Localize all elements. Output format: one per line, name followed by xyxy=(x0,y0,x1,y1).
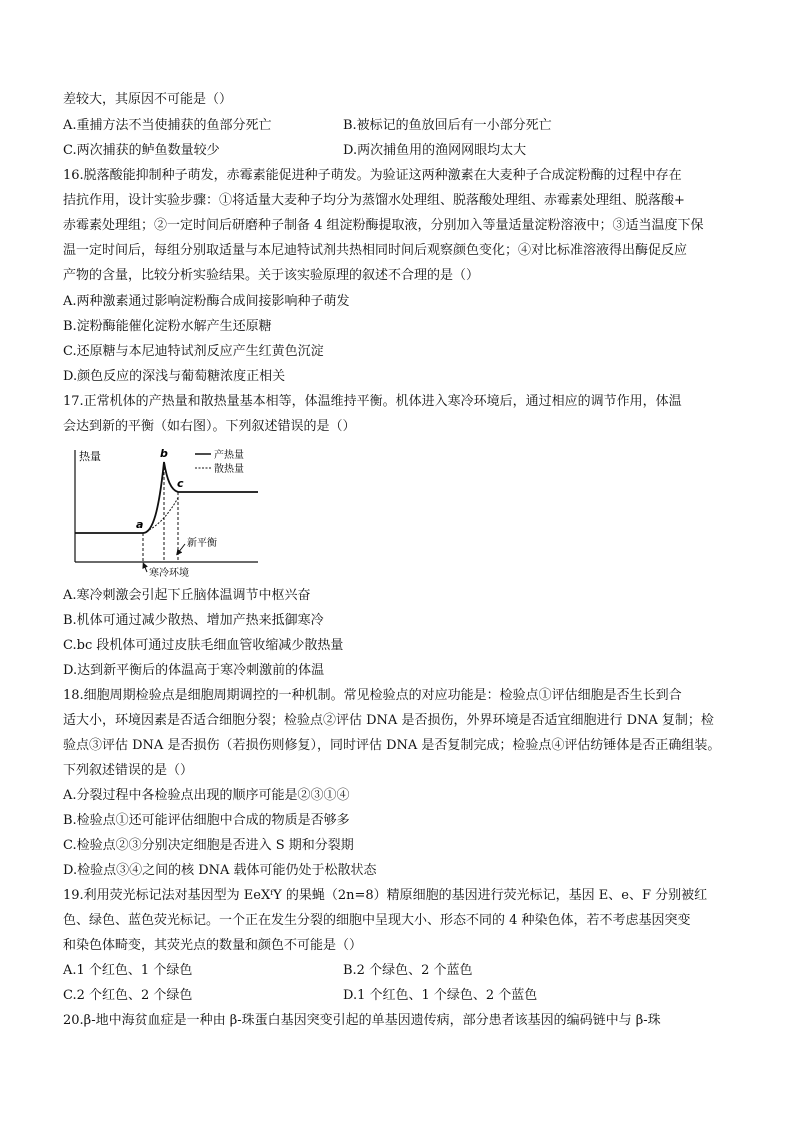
q18-stem-line: 18.细胞周期检验点是细胞周期调控的一种机制。常见检验点的对应功能是：检验点①评估细胞是否生长到合 xyxy=(63,688,682,703)
q17-stem-line: 会达到新的平衡（如右图）。下列叙述错误的是（） xyxy=(63,419,356,434)
point-b-label: b xyxy=(160,447,168,460)
q16-stem-line: 拮抗作用，设计实验步骤：①将适量大麦种子均分为蒸馏水处理组、脱落酸处理组、赤霉素处理组、脱落酸+ xyxy=(63,193,685,208)
legend-heat-production: 产热量 xyxy=(214,450,244,461)
q19-option-a: A.1 个红色、1 个绿色 xyxy=(63,963,193,978)
q18-option-b: B.检验点①还可能评估细胞中合成的物质是否够多 xyxy=(63,813,350,828)
q18-stem-line: 下列叙述错误的是（） xyxy=(63,763,194,778)
q19-stem-line: 19.利用荧光标记法对基因型为 EeXᶠY 的果蝇（2n=8）精原细胞的基因进行荧光标记，基因 E、e、F 分别被红 xyxy=(63,888,708,903)
q16-stem-line: 赤霉素处理组；②一定时间后研磨种子制备 4 组淀粉酶提取液，分别加入等量适量淀粉溶液中；③适当温度下保 xyxy=(63,218,704,233)
cold-environment-label: 寒冷环境 xyxy=(149,568,189,579)
q15-option-b: B.被标记的鱼放回后有一小部分死亡 xyxy=(343,118,552,133)
q15-option-c: C.两次捕获的鲈鱼数量较少 xyxy=(63,143,220,158)
q15-option-a: A.重捕方法不当使捕获的鱼部分死亡 xyxy=(63,118,272,133)
new-balance-label: 新平衡 xyxy=(187,538,217,549)
heat-dissipation-curve xyxy=(143,496,179,533)
heat-balance-figure xyxy=(63,440,263,580)
q18-option-a: A.分裂过程中各检验点出现的顺序可能是②③①④ xyxy=(63,788,350,803)
q17-option-d: D.达到新平衡后的体温高于寒冷刺激前的体温 xyxy=(63,663,325,678)
q15-stem-tail: 差较大，其原因不可能是（） xyxy=(63,92,233,107)
q16-stem-line: 温一定时间后，每组分别取适量与本尼迪特试剂共热相同时间后观察颜色变化；④对比标准溶液得出酶促反应 xyxy=(63,243,688,258)
q17-option-b: B.机体可通过减少散热、增加产热来抵御寒冷 xyxy=(63,613,324,628)
q19-option-c: C.2 个红色、2 个绿色 xyxy=(63,988,193,1003)
point-c-label: c xyxy=(177,477,184,490)
y-axis-label: 热量 xyxy=(79,450,101,463)
q18-stem-line: 适大小，环境因素是否适合细胞分裂；检验点②评估 DNA 是否损伤，外界环境是否适宜细胞进行 DNA 复制；检 xyxy=(63,713,714,728)
q15-option-d: D.两次捕鱼用的渔网网眼均太大 xyxy=(343,143,527,158)
legend-heat-dissipation: 散热量 xyxy=(214,464,244,475)
q16-option-c: C.还原糖与本尼迪特试剂反应产生红黄色沉淀 xyxy=(63,344,324,359)
q19-stem-line: 色、绿色、蓝色荧光标记。一个正在发生分裂的细胞中呈现大小、形态不同的 4 种染色体，若不考虑基因突变 xyxy=(63,913,691,928)
q18-option-d: D.检验点③④之间的核 DNA 载体可能仍处于松散状态 xyxy=(63,863,377,878)
q17-stem-line: 17.正常机体的产热量和散热量基本相等，体温维持平衡。机体进入寒冷环境后，通过相应的调节作用，体温 xyxy=(63,394,682,409)
q16-option-a: A.两种激素通过影响淀粉酶合成间接影响种子萌发 xyxy=(63,294,350,309)
q16-stem-line: 16.脱落酸能抑制种子萌发，赤霉素能促进种子萌发。为验证这两种激素在大麦种子合成淀粉酶的过程中存在 xyxy=(63,168,682,183)
q17-option-a: A.寒冷刺激会引起下丘脑体温调节中枢兴奋 xyxy=(63,588,311,603)
point-a-label: a xyxy=(136,518,144,531)
q20-stem-line: 20.β-地中海贫血症是一种由 β-珠蛋白基因突变引起的单基因遗传病，部分患者该基因的编码链中与 β-珠 xyxy=(63,1013,661,1028)
cold-environment-arrow xyxy=(144,565,147,572)
q17-option-c: C.bc 段机体可通过皮肤毛细血管收缩减少散热量 xyxy=(63,638,344,653)
q18-stem-line: 验点③评估 DNA 是否损伤（若损伤则修复），同时评估 DNA 是否复制完成；检验点④评估纺锤体是否正确组装。 xyxy=(63,738,721,753)
q16-option-d: D.颜色反应的深浅与葡萄糖浓度正相关 xyxy=(63,369,286,384)
q19-option-d: D.1 个红色、1 个绿色、2 个蓝色 xyxy=(343,988,538,1003)
new-balance-arrow xyxy=(178,544,185,553)
q19-stem-line: 和染色体畸变，其荧光点的数量和颜色不可能是（） xyxy=(63,938,363,953)
q16-stem-line: 产物的含量，比较分析实验结果。关于该实验原理的叙述不合理的是（） xyxy=(63,268,480,283)
q18-option-c: C.检验点②③分别决定细胞是否进入 S 期和分裂期 xyxy=(63,838,354,853)
q19-option-b: B.2 个绿色、2 个蓝色 xyxy=(343,963,473,978)
q16-option-b: B.淀粉酶能催化淀粉水解产生还原糖 xyxy=(63,319,272,334)
